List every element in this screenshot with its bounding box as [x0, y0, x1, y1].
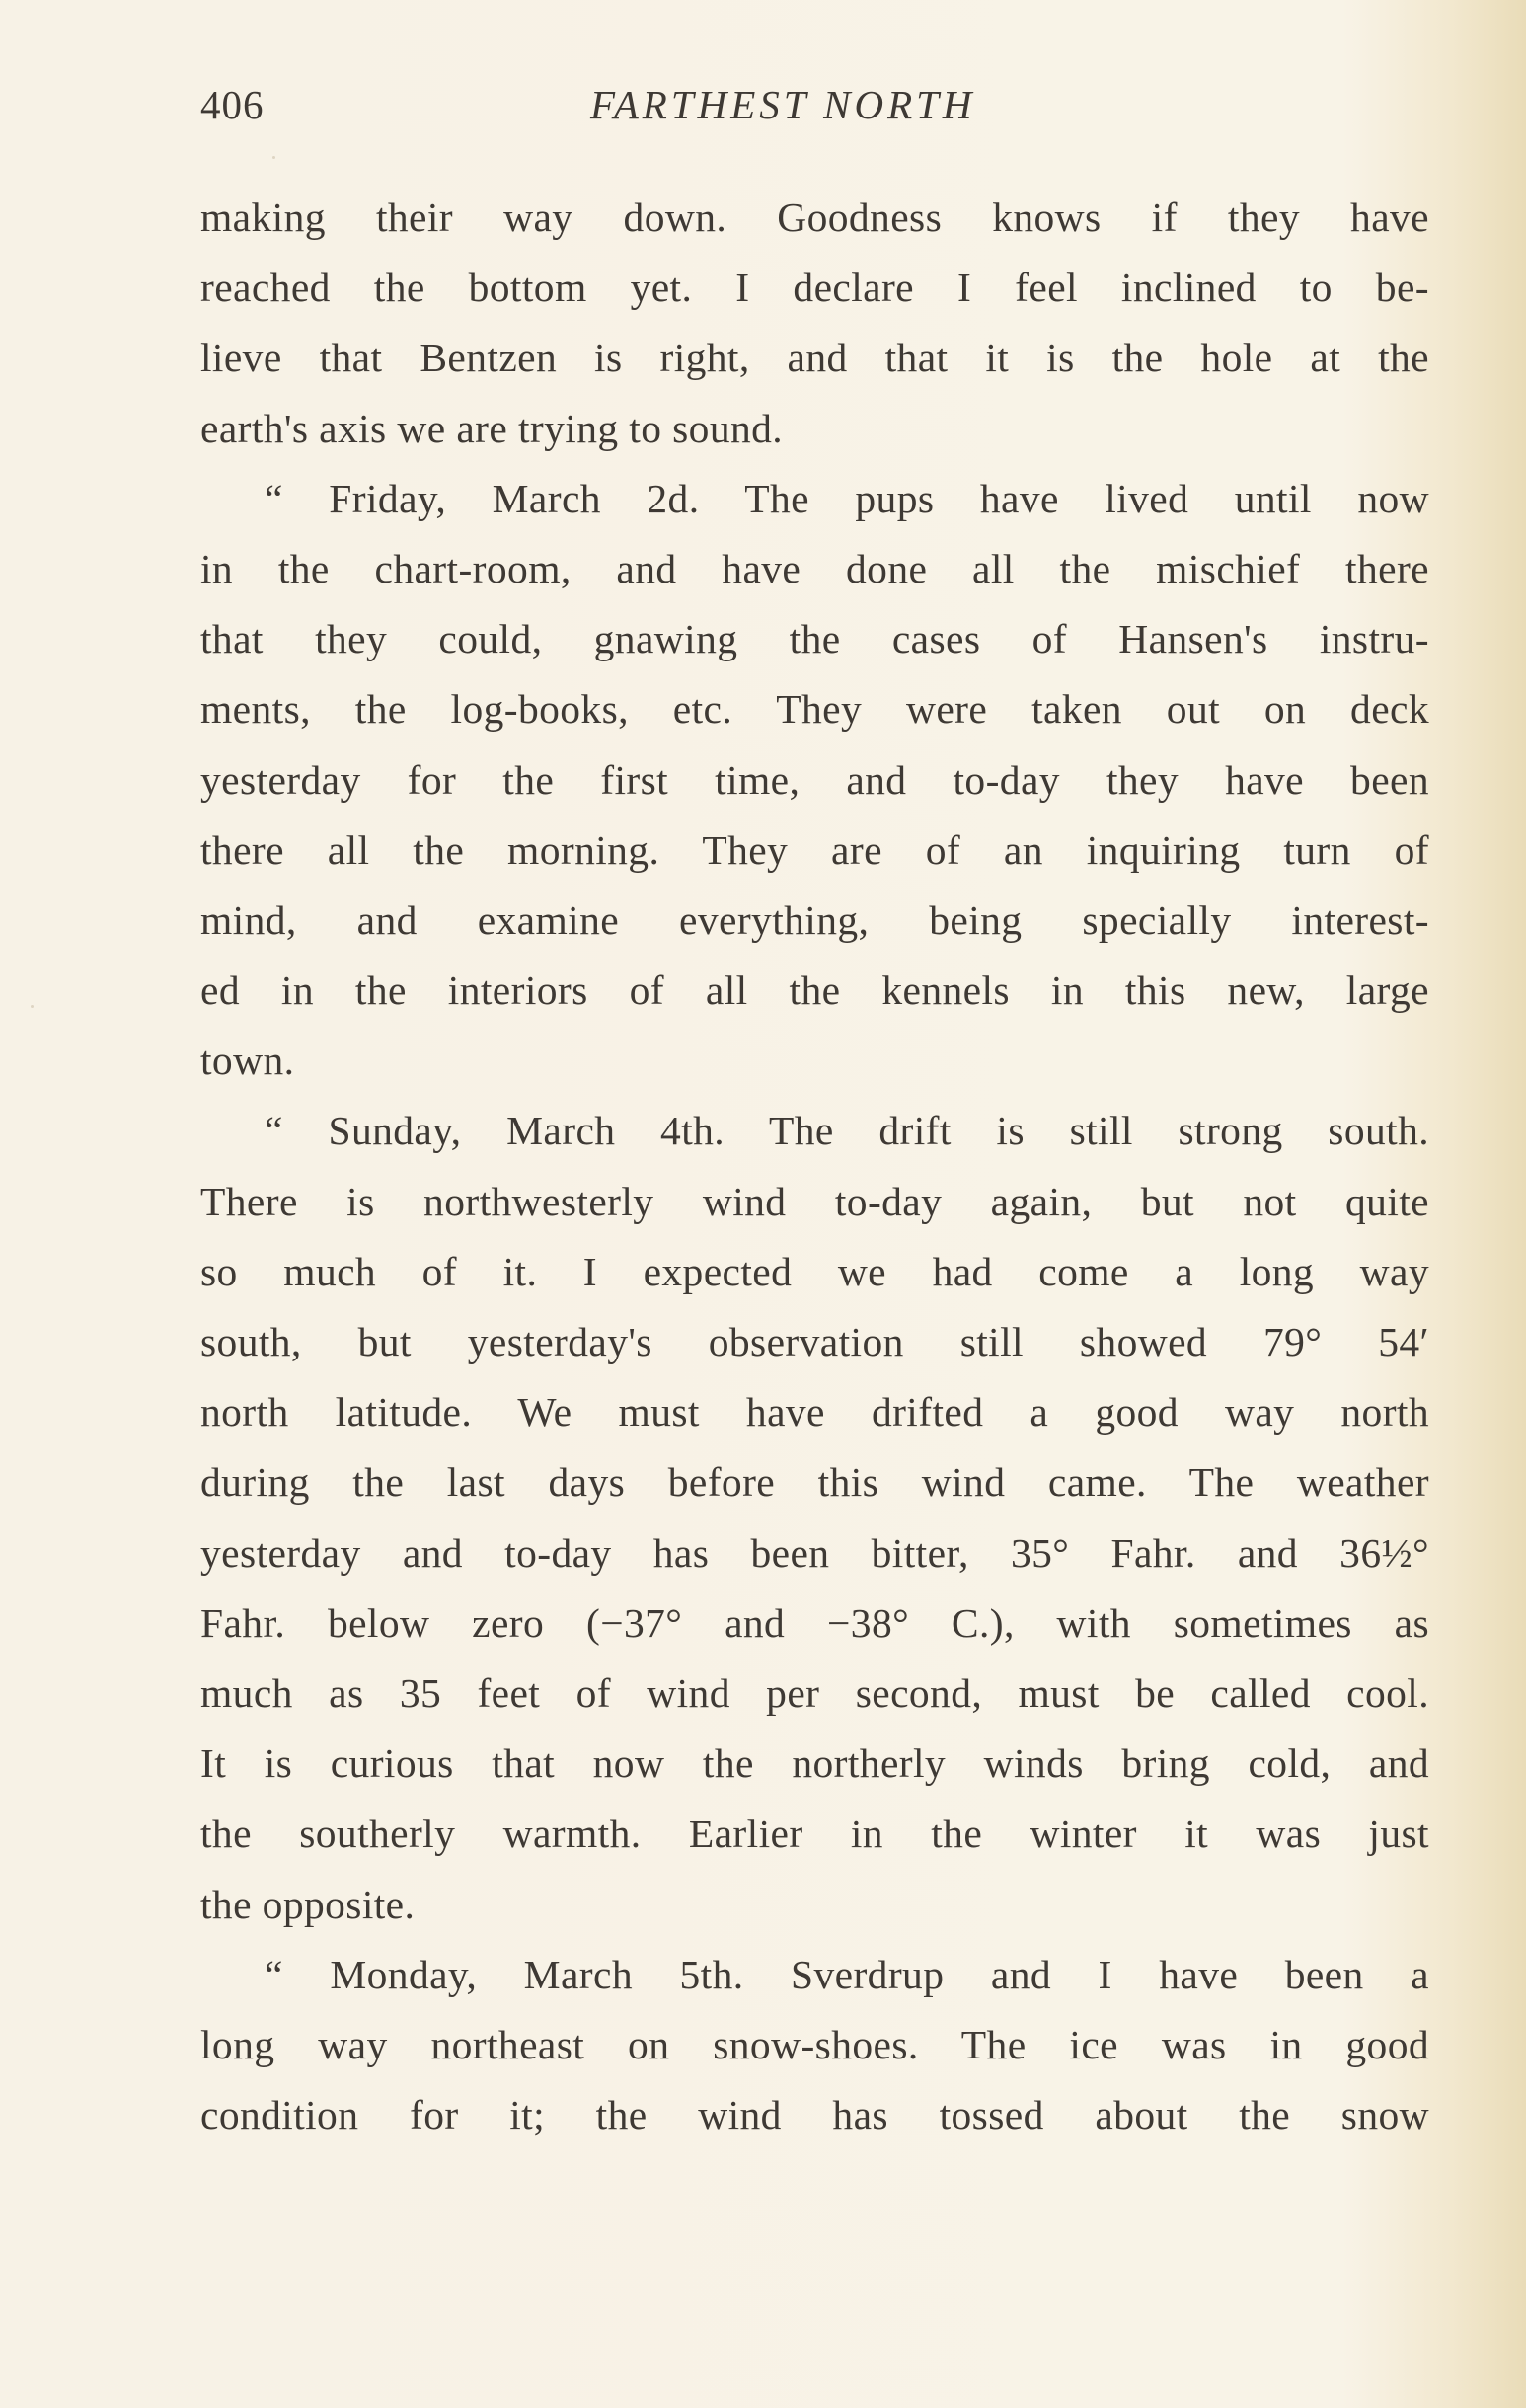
text-line: earth's axis we are trying to sound.: [200, 405, 784, 451]
text-line: during the last days before this wind came. The weather: [200, 1459, 1429, 1506]
paper-speck: [31, 1005, 34, 1008]
text-line: mind, and examine everything, being specially interest-: [200, 896, 1429, 943]
text-line: the southerly warmth. Earlier in the winter it was just: [200, 1811, 1429, 1857]
text-line: ed in the interiors of all the kennels in this new, large: [200, 968, 1429, 1014]
text-line: “ Sunday, March 4th. The drift is still strong south.: [265, 1108, 1429, 1154]
text-line: yesterday and to-day has been bitter, 35° Fahr. and 36½°: [200, 1529, 1429, 1576]
text-line: in the chart-room, and have done all the mischief there: [200, 545, 1429, 591]
text-line: Fahr. below zero (−37° and −38° C.), with sometimes as: [200, 1599, 1429, 1646]
text-line: condition for it; the wind has tossed about the snow: [200, 2092, 1429, 2138]
text-line: “ Friday, March 2d. The pups have lived until now: [265, 475, 1429, 521]
running-head: [200, 75, 1429, 134]
text-line: much as 35 feet of wind per second, must be called cool.: [200, 1670, 1429, 1716]
text-line: There is northwesterly wind to-day again, but not quite: [200, 1178, 1429, 1224]
running-title: FARTHEST NORTH: [590, 82, 976, 127]
text-line: the opposite.: [200, 1881, 416, 1927]
text-line: lieve that Bentzen is right, and that it is the hole at the: [200, 335, 1429, 381]
text-line: making their way down. Goodness knows if they have: [200, 194, 1429, 240]
text-line: ments, the log-books, etc. They were taken out on deck: [200, 686, 1429, 733]
page-number: 406: [200, 82, 265, 127]
text-line: It is curious that now the northerly winds bring cold, and: [200, 1741, 1429, 1787]
text-line: long way northeast on snow-shoes. The ice was in good: [200, 2021, 1429, 2067]
text-line: town.: [200, 1038, 295, 1084]
body-text: [200, 183, 1429, 2150]
text-line: “ Monday, March 5th. Sverdrup and I have been a: [265, 1951, 1429, 1997]
text-line: yesterday for the first time, and to-day they have been: [200, 756, 1429, 803]
text-line: so much of it. I expected we had come a long way: [200, 1248, 1429, 1294]
text-line: that they could, gnawing the cases of Hansen's instru-: [200, 616, 1429, 662]
text-line: there all the morning. They are of an inquiring turn of: [200, 826, 1429, 873]
paper-speck: [272, 156, 275, 159]
text-line: reached the bottom yet. I declare I feel inclined to be-: [200, 265, 1429, 311]
text-line: north latitude. We must have drifted a good way north: [200, 1389, 1429, 1436]
text-line: south, but yesterday's observation still showed 79° 54′: [200, 1319, 1429, 1364]
